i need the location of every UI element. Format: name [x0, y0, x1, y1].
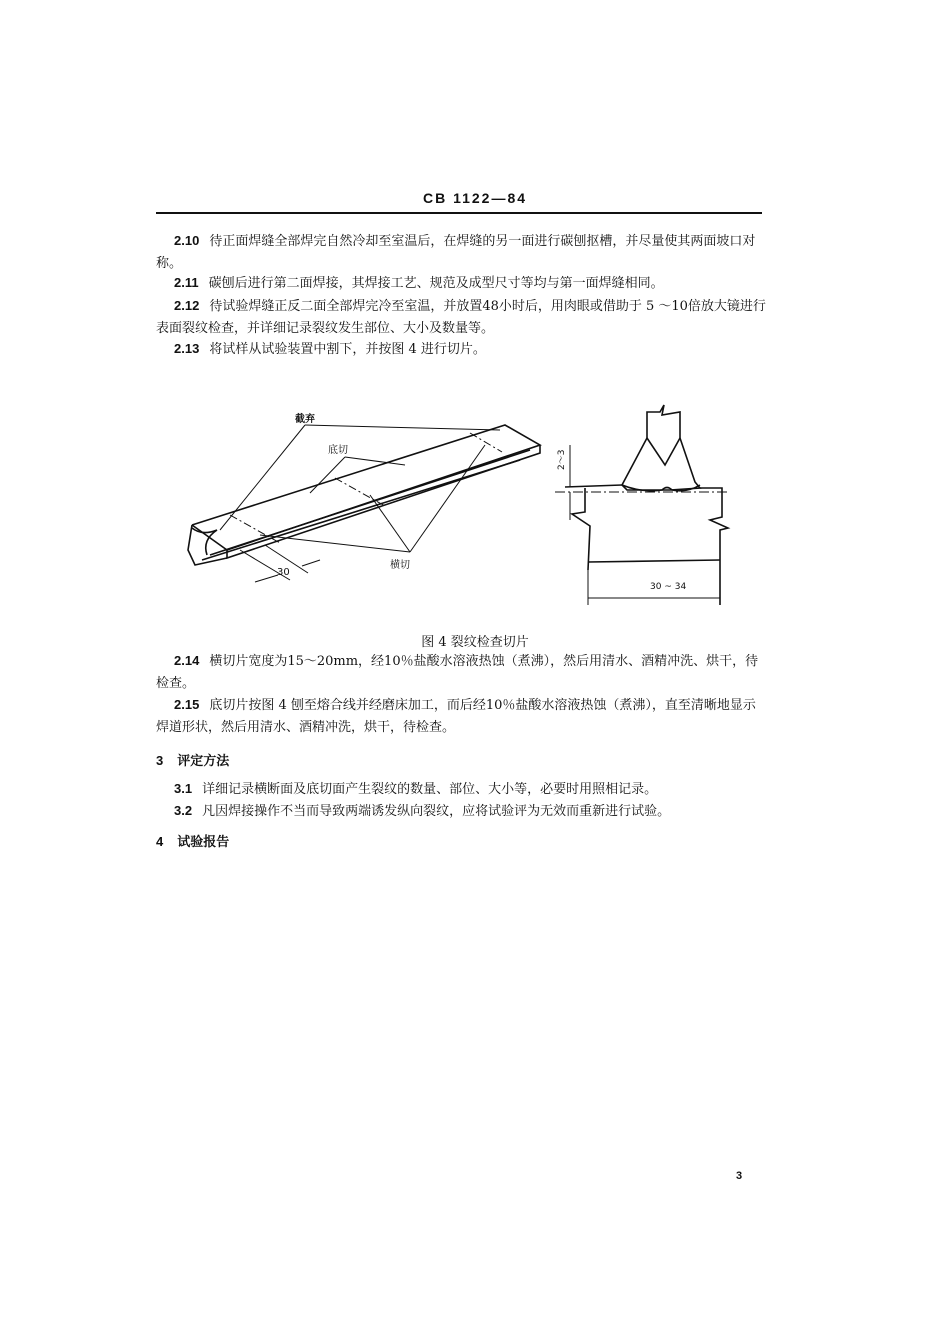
page-number: 3 [736, 1170, 743, 1182]
paragraph-3-2 [156, 800, 766, 823]
clause-number: 2.13 [174, 341, 200, 356]
clause-text: 详细记录横断面及底切面产生裂纹的数量、部位、大小等，必要时用照相记录。 [202, 782, 658, 797]
clause-text: 横切片宽度为15～20mm，经10％盐酸水溶液热蚀（煮沸），然后用清水、酒精冲洗、烘干，待检查。 [156, 654, 759, 691]
paragraph-2-13 [156, 338, 766, 361]
paragraph-2-14 [156, 650, 766, 695]
clause-text: 凡因焊接操作不当而导致两端诱发纵向裂纹，应将试验评为无效而重新进行试验。 [202, 804, 671, 819]
figure-caption: 图 4 裂纹检查切片 [421, 635, 529, 650]
clause-number: 2.10 [174, 233, 200, 248]
clause-text: 待试验焊缝正反二面全部焊完冷至室温，并放置48小时后，用肉眼或借助于 5 ～10倍放大镜进行表面裂纹检查，并详细记录裂纹发生部位、大小及数量等。 [156, 299, 766, 336]
clause-number: 2.14 [174, 653, 200, 668]
clause-number: 3.2 [174, 803, 193, 818]
paragraph-2-12 [156, 295, 766, 340]
label-dim-30: 30 [277, 567, 290, 578]
figure-4-cut-diagram [180, 390, 760, 620]
label-cross-cut: 横切 [390, 560, 410, 571]
paragraph-2-15 [156, 694, 766, 739]
label-bottom-cut: 底切 [328, 445, 348, 456]
document-id-header: CB 1122—84 [422, 190, 528, 206]
clause-number: 2.15 [174, 697, 200, 712]
clause-number: 2.11 [174, 275, 199, 290]
section-3-heading: 3 评定方法 [156, 753, 230, 769]
clause-number: 2.12 [174, 298, 200, 313]
clause-text: 将试样从试验装置中割下，并按图 4 进行切片。 [209, 342, 486, 357]
paragraph-2-11 [156, 272, 766, 295]
clause-number: 3.1 [174, 781, 193, 796]
label-dim-30-34: 30 ~ 34 [650, 582, 687, 592]
label-dim-2-3: 2～3 [557, 449, 567, 470]
section-4-heading: 4 试验报告 [156, 834, 230, 850]
clause-text: 碳刨后进行第二面焊接，其焊接工艺、规范及成型尺寸等均与第一面焊缝相同。 [208, 276, 664, 291]
paragraph-2-10 [156, 230, 766, 275]
clause-text: 待正面焊缝全部焊完自然冷却至室温后，在焊缝的另一面进行碳刨抠槽，并尽量使其两面坡口对称。 [156, 234, 756, 271]
label-discard: 截弃 [295, 414, 315, 425]
clause-text: 底切片按图 4 刨至熔合线并经磨床加工，而后经10％盐酸水溶液热蚀（煮沸），直至清晰地显示焊道形状，然后用清水、酒精冲洗，烘干，待检查。 [156, 698, 756, 735]
header-rule [156, 212, 762, 214]
paragraph-3-1 [156, 778, 766, 801]
